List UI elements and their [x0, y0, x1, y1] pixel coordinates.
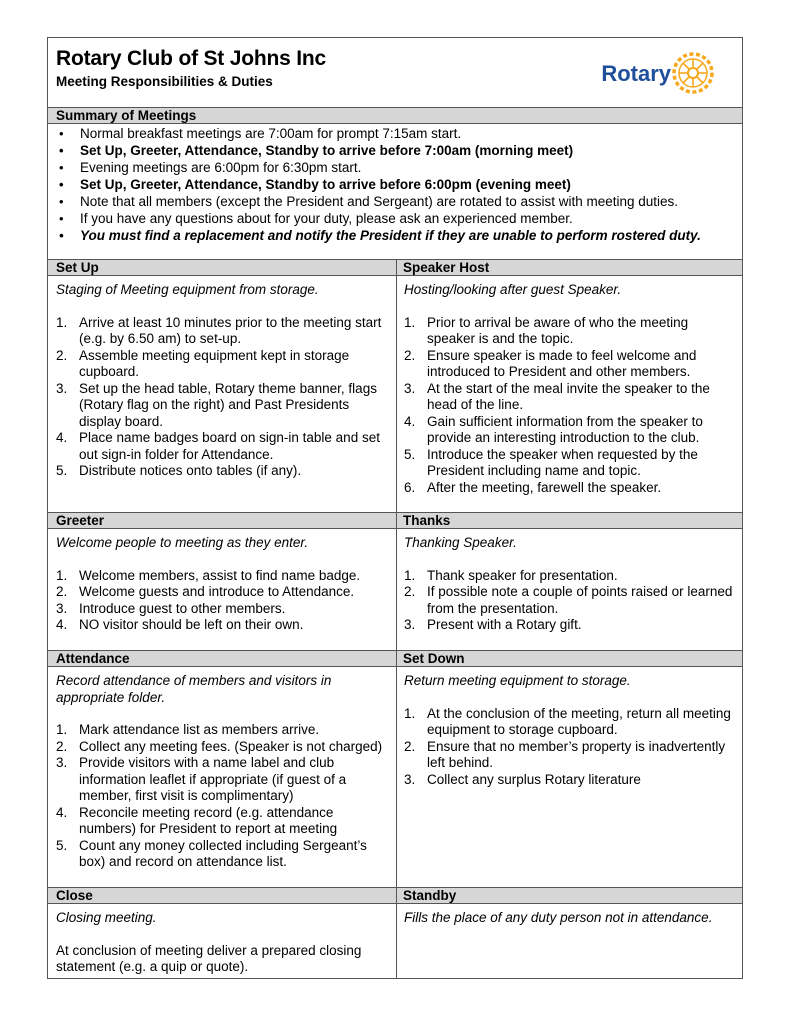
summary-item-important-text: You must find a replacement and notify the President if they are unable to perform rostered duty. — [80, 228, 701, 243]
speaker-host-intro: Hosting/looking after guest Speaker. — [404, 282, 622, 297]
set-down-cell — [396, 667, 742, 788]
row-heading-bar — [48, 512, 742, 529]
row-heading-bar — [48, 887, 742, 904]
summary-item: • Note that all members (except the President and Sergeant) are rotated to assist with meeting duties. — [56, 193, 742, 210]
document-page — [47, 37, 743, 979]
list-item: 5. Distribute notices onto tables (if any). — [56, 463, 302, 478]
list-item: 4. Reconcile meeting record (e.g. attendance numbers) for President to report at meeting — [56, 804, 338, 836]
list-item: 3. Provide visitors with a name label and club information leaflet if appropriate (if guest of a member, first visit is complimentary) — [56, 755, 347, 803]
list-item: 1. Prior to arrival be aware of who the meeting speaker is and the topic. — [404, 314, 689, 346]
summary-heading: Summary of Meetings — [56, 108, 197, 123]
rotary-logo-text: Rotary — [601, 61, 671, 86]
thanks-intro: Thanking Speaker. — [404, 535, 517, 550]
summary-item: • If you have any questions about for your duty, please ask an experienced member. — [56, 210, 742, 227]
list-item: 2. Welcome guests and introduce to Attendance. — [56, 584, 355, 599]
list-item: 3. Introduce guest to other members. — [56, 600, 286, 616]
speaker-host-cell — [396, 276, 742, 496]
list-item: 4. NO visitor should be left on their own. — [56, 617, 304, 632]
summary-heading-bar — [48, 107, 742, 124]
setup-heading: Set Up — [56, 260, 99, 275]
standby-intro: Fills the place of any duty person not in attendance. — [404, 910, 713, 925]
set-down-intro: Return meeting equipment to storage. — [404, 673, 631, 688]
row-heading-bar — [48, 259, 742, 276]
list-item: 3. Set up the head table, Rotary theme banner, flags (Rotary flag on the right) and Past Presidents display board. — [56, 380, 377, 429]
list-item: 2. Ensure speaker is made to feel welcome and introduced to President and other members. — [404, 347, 697, 379]
list-item: 2. Collect any meeting fees. (Speaker is not charged) — [56, 738, 383, 754]
thanks-cell — [396, 529, 742, 634]
summary-item: • Evening meetings are 6:00pm for 6:30pm start. — [56, 159, 742, 176]
summary-item: • Set Up, Greeter, Attendance, Standby to arrive before 7:00am (morning meet) — [56, 142, 742, 159]
list-item: 5. Count any money collected including Sergeant’s box) and record on attendance list. — [56, 837, 367, 869]
rotary-wheel-icon — [670, 50, 716, 96]
close-intro: Closing meeting. — [56, 910, 157, 925]
close-cell — [48, 904, 396, 976]
list-item: 1. Welcome members, assist to find name badge. — [56, 567, 361, 583]
row-heading-bar — [48, 650, 742, 667]
club-title: Rotary Club of St Johns Inc — [56, 47, 326, 70]
list-item: 1. Thank speaker for presentation. — [404, 567, 618, 583]
list-item: 5. Introduce the speaker when requested by the President including name and topic. — [404, 446, 698, 478]
standby-cell — [396, 904, 742, 943]
document-header — [48, 38, 742, 107]
summary-item: • Normal breakfast meetings are 7:00am for prompt 7:15am start. — [56, 125, 742, 142]
rotary-logo — [588, 48, 728, 100]
thanks-heading: Thanks — [403, 513, 451, 528]
summary-list — [48, 125, 742, 244]
close-text: At conclusion of meeting deliver a prepared closing statement (e.g. a quip or quote). — [56, 942, 362, 974]
list-item: 4. Gain sufficient information from the speaker to provide an interesting introduction to the club. — [404, 413, 703, 445]
speaker-host-heading: Speaker Host — [403, 260, 490, 275]
list-item: 6. After the meeting, farewell the speaker. — [404, 479, 662, 495]
setup-cell — [48, 276, 396, 480]
close-heading: Close — [56, 888, 93, 903]
list-item: 1. Arrive at least 10 minutes prior to the meeting start (e.g. by 6.50 am) to set-up. — [56, 314, 382, 346]
document-subtitle: Meeting Responsibilities & Duties — [56, 74, 273, 89]
list-item: 1. At the conclusion of the meeting, return all meeting equipment to storage cupboard. — [404, 705, 731, 737]
set-down-heading: Set Down — [403, 651, 465, 666]
list-item: 4. Place name badges board on sign-in table and set out sign-in folder for Attendance. — [56, 430, 380, 462]
standby-heading: Standby — [403, 888, 457, 903]
attendance-cell — [48, 667, 396, 871]
setup-intro: Staging of Meeting equipment from storage. — [56, 282, 319, 297]
greeter-heading: Greeter — [56, 513, 105, 528]
summary-item: • Set Up, Greeter, Attendance, Standby to arrive before 6:00pm (evening meet) — [56, 176, 742, 193]
list-item: 3. Collect any surplus Rotary literature — [404, 771, 641, 787]
attendance-heading: Attendance — [56, 651, 130, 666]
attendance-intro: Record attendance of members and visitors in appropriate folder. — [56, 673, 332, 705]
list-item: 1. Mark attendance list as members arrive. — [56, 722, 320, 737]
list-item: 3. At the start of the meal invite the speaker to the head of the line. — [404, 380, 710, 412]
list-item: 3. Present with a Rotary gift. — [404, 617, 582, 632]
list-item: 2. Ensure that no member’s property is inadvertently left behind. — [404, 738, 726, 770]
greeter-cell — [48, 529, 396, 634]
list-item: 2. Assemble meeting equipment kept in storage cupboard. — [56, 347, 350, 379]
greeter-intro: Welcome people to meeting as they enter. — [56, 535, 309, 550]
list-item: 2. If possible note a couple of points raised or learned from the presentation. — [404, 584, 733, 616]
summary-item-important — [56, 227, 742, 244]
